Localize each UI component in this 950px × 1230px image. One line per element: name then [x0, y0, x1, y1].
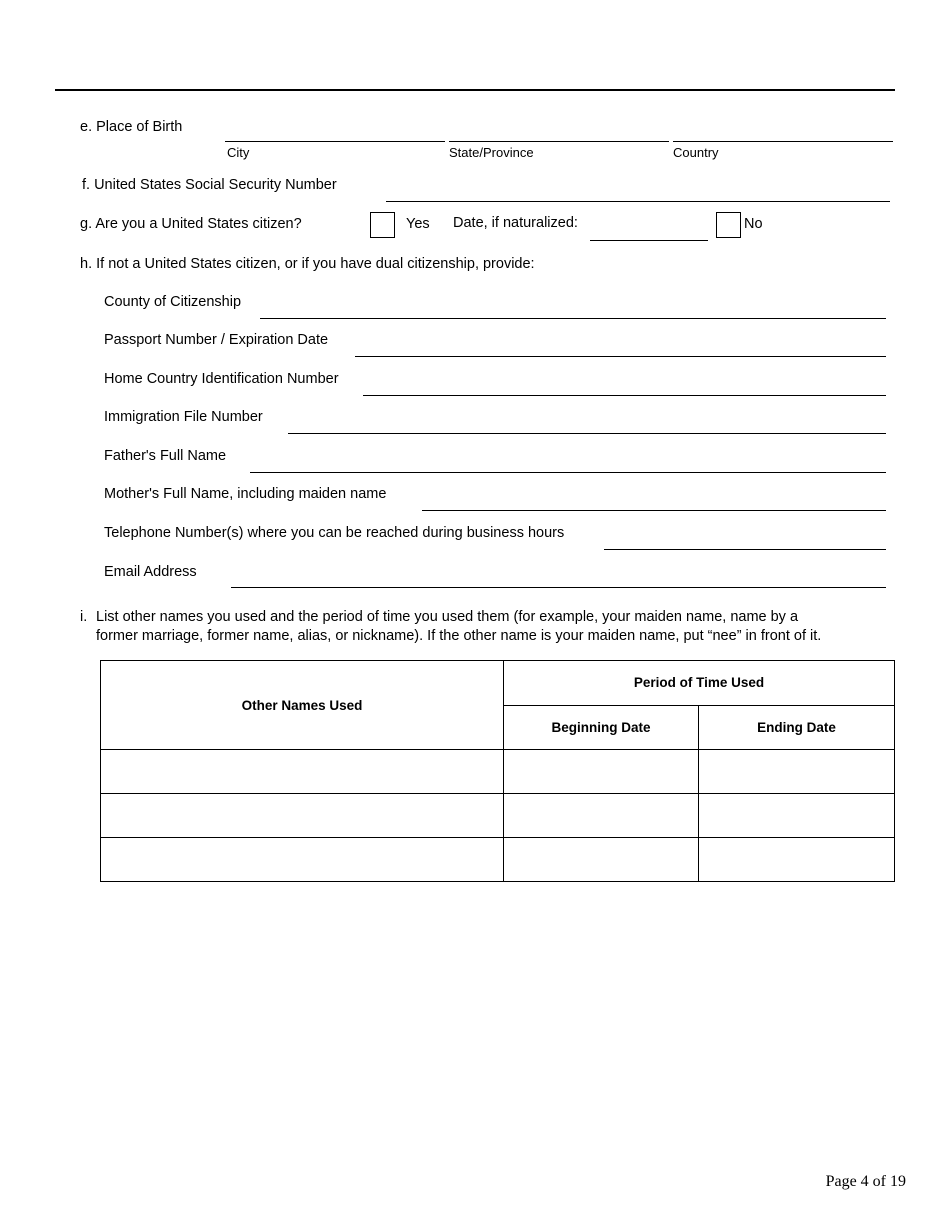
beginning-date-header: Beginning Date: [504, 705, 699, 750]
state-province-sublabel: State/Province: [449, 145, 534, 160]
home-country-id-label: Home Country Identification Number: [104, 371, 339, 387]
ssn-field[interactable]: [386, 201, 890, 202]
table-row: [101, 794, 895, 838]
email-field[interactable]: [231, 587, 886, 588]
birth-city-field[interactable]: [225, 141, 445, 142]
other-name-cell[interactable]: [101, 794, 504, 838]
other-names-table: [100, 660, 895, 882]
birth-country-field[interactable]: [673, 141, 893, 142]
other-names-instructions-line2: former marriage, former name, alias, or nickname). If the other name is your maiden name, put “nee” in front of it.: [96, 628, 822, 644]
naturalized-date-label: Date, if naturalized:: [453, 215, 578, 231]
page-number: Page 4 of 19: [825, 1173, 906, 1190]
other-names-header: Other Names Used: [101, 661, 504, 750]
city-sublabel: City: [227, 145, 250, 160]
birth-state-field[interactable]: [449, 141, 669, 142]
yes-label: Yes: [406, 216, 430, 232]
naturalized-date-field[interactable]: [590, 240, 708, 241]
beginning-date-cell[interactable]: [504, 794, 699, 838]
home-country-id-field[interactable]: [363, 395, 886, 396]
county-of-citizenship-field[interactable]: [260, 318, 886, 319]
no-label: No: [744, 216, 763, 232]
county-of-citizenship-label: County of Citizenship: [104, 294, 242, 310]
mother-name-field[interactable]: [422, 510, 886, 511]
ending-date-header: Ending Date: [699, 705, 895, 750]
email-label: Email Address: [104, 564, 197, 580]
citizen-no-checkbox[interactable]: [716, 212, 741, 238]
mother-name-label: Mother's Full Name, including maiden name: [104, 486, 387, 502]
father-name-field[interactable]: [250, 472, 886, 473]
immigration-file-field[interactable]: [288, 433, 886, 434]
passport-field[interactable]: [355, 356, 886, 357]
period-of-time-header: Period of Time Used: [504, 661, 895, 706]
table-row: [101, 838, 895, 882]
passport-label: Passport Number / Expiration Date: [104, 332, 329, 348]
father-name-label: Father's Full Name: [104, 448, 227, 464]
beginning-date-cell[interactable]: [504, 838, 699, 882]
other-names-marker: i.: [80, 609, 88, 625]
dual-citizenship-heading: h. If not a United States citizen, or if you have dual citizenship, provide:: [80, 256, 535, 272]
beginning-date-cell[interactable]: [504, 750, 699, 794]
other-name-cell[interactable]: [101, 750, 504, 794]
table-header-row: [101, 661, 895, 706]
ending-date-cell[interactable]: [699, 794, 895, 838]
immigration-file-label: Immigration File Number: [104, 409, 263, 425]
telephone-label: Telephone Number(s) where you can be reached during business hours: [104, 525, 565, 541]
place-of-birth-label: e. Place of Birth: [80, 119, 183, 135]
header-rule: [55, 89, 895, 91]
citizen-yes-checkbox[interactable]: [370, 212, 395, 238]
country-sublabel: Country: [673, 145, 719, 160]
other-names-instructions-line1: List other names you used and the period of time you used them (for example, your maiden name, name by a: [96, 609, 799, 625]
ssn-label: f. United States Social Security Number: [82, 177, 337, 193]
citizen-question: g. Are you a United States citizen?: [80, 216, 302, 232]
other-name-cell[interactable]: [101, 838, 504, 882]
table-row: [101, 750, 895, 794]
ending-date-cell[interactable]: [699, 838, 895, 882]
ending-date-cell[interactable]: [699, 750, 895, 794]
telephone-field[interactable]: [604, 549, 886, 550]
